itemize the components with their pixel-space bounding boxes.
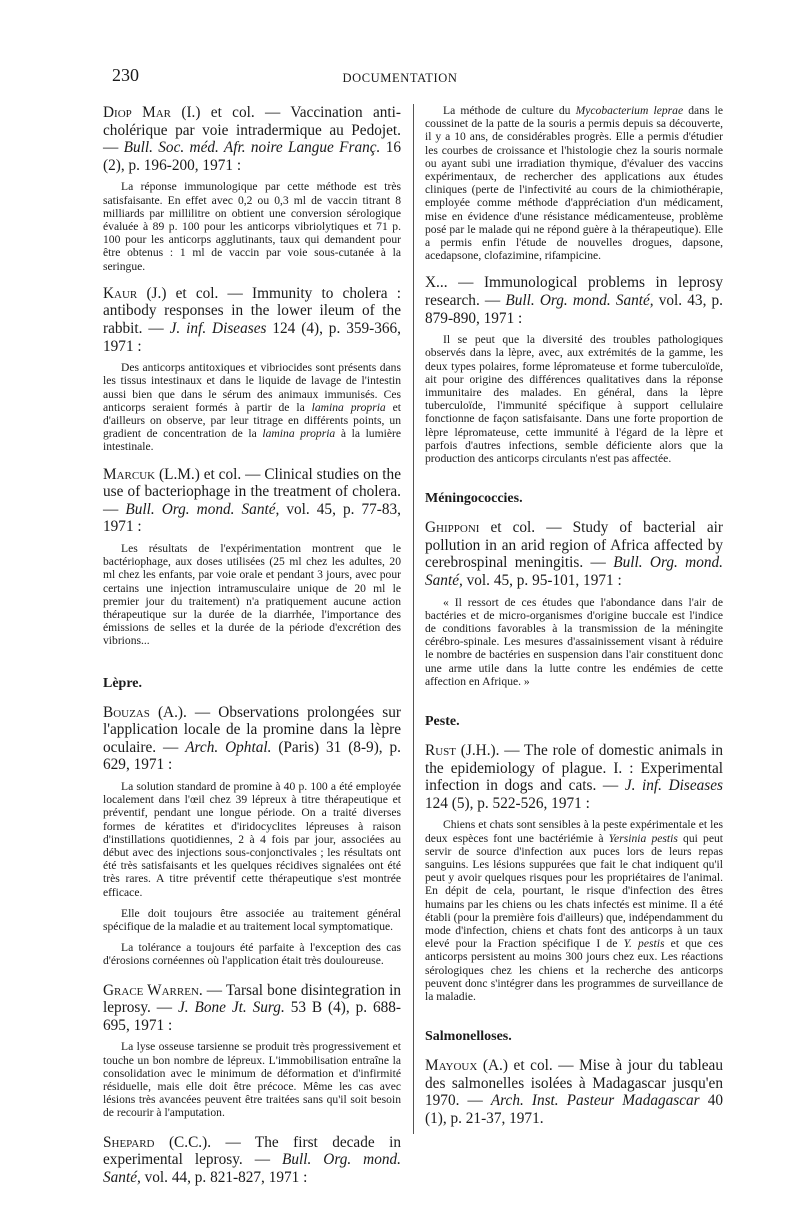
abstract: « Il ressort de ces études que l'abondance dans l'air de bactéries et de micro-organismes d'origine buccale est l'indice de conditions favorables à la transmission de la méningite cérébro-spinale. Les mesures d'assainissement visant à réduire le nombre de bactéries en suspension dans l'air constituent donc une arme utile dans la lutte contre les endémies de cette affection en Afrique. » [425,595,723,688]
citation-title: — Immunological problems in leprosy research. — [425,274,723,310]
citation [425,742,723,812]
abstract: La lyse osseuse tarsienne se produit très progressivement et touche un bon nombre de lépreux. L'immobilisation entraîne la consolidation avec le minimum de déformation et d'infirmité résiduelle, mais elle doit être précoce. Même les cas avec lésions très avancées peuvent être traitées sans qu'il soit besoin de recourir à l'amputation. [103,1040,401,1120]
abstract: La tolérance a toujours été parfaite à l'exception des cas d'érosions cornéennes où l'application était très douloureuse. [103,941,401,968]
citation-title: (L.M.) et col. — Clinical studies on the use of bacteriophage in the treatment of cholera. — [103,465,401,518]
entry-grace-warren [103,982,401,1120]
citation-title: (J.H.). — The role of domestic animals in the epidemiology of plague. I. : Experimental infection in dogs and cats. — [425,742,723,795]
abstract-text: Chiens et chats sont sensibles à la peste expérimentale et les deux espèces font une bactériémie à [425,818,723,845]
entry-marcuk [103,466,401,648]
citation [103,466,401,536]
citation-author: Grace Warren [103,981,199,999]
running-title: DOCUMENTATION [342,71,458,85]
citation [103,982,401,1035]
section-heading-lepre: Lèpre. [103,675,143,691]
abstract: La solution standard de promine à 40 p. 100 a été employée localement dans l'œil chez 39 lépreux à titre thérapeutique et préventif, pendant une longue période. On a traité diverses formes de kératites et d'iridocyclites lépreuses à raison d'instillations quotidiennes, 2 à 4 fois par jour, associées au début avec des injections sous-conjonctivales ; les résultats ont été très satisfaisants et les quelques récidives signalées ont été très rares. A titre préventif cette thérapeutique s'est montrée efficace. [103,779,401,899]
abstract-italic: Yersinia pestis [608,831,678,845]
abstract: Les résultats de l'expérimentation montrent que le bactériophage, aux doses utilisées (25 ml chez les adultes, 20 ml chez les enfants, par voie orale et pendant 3 jours, avec pour certains une injection intramusculaire unique de 20 ml le premier jour du traitement) n'a pratiquement aucune action thérapeutique sur la durée de la diarrhée, l'importance des émissions de selles et la durée de la période d'excrétion des vibrions... [103,541,401,648]
citation-title: (A.). — Observations prolongées sur l'application locale de la promine dans la lèpre oculaire. — [103,703,401,756]
abstract-text: et d'ailleurs on observe, par leur titrage en différents points, un gradient de concentration de la [103,400,402,441]
abstract-text: dans le coussinet de la patte de la souris a permis depuis sa découverte, il y a 10 ans, de considérables progrès. Elle a permis d'étudier les courbes de croissance et l'histologie chez la souris normale ou ayant subi une irradiation thymique, d'évaluer des vaccins expérimentaux, de rechercher des applications aux études cliniques (perte de l'infectivité au cours de la chimiothérapie, employée comme méthode d'appréciation d'un médicament, mise en évidence d'une résistance médicamenteuse, problème posé par le malade qui ne répond guère à la thérapeutique). Elle a permis enfin l'étude de nouvelles drogues, dapsone, acedapsone, clofazimine, rifampicine. [425,104,723,263]
entry-shepard-abstract-continued [425,104,723,262]
citation-title: (A.) et col. — Mise à jour du tableau des salmonelles isolées à Madagascar jusqu'en 1970. — [425,1057,723,1110]
left-column [103,104,401,1186]
citation [425,519,723,589]
citation-author: Marcuk [103,465,156,483]
citation-author: X... [425,274,448,292]
citation-title: . — Tarsal bone disintegration in leprosy. — [103,981,401,1017]
citation-ref: vol. 44, p. 821-827, 1971 : [140,1168,308,1186]
citation [103,1134,401,1187]
citation-author: Kaur [103,284,138,302]
page-number: 230 [112,65,139,85]
abstract-text: Des anticorps antitoxiques et vibriocides sont présents dans les tissus intestinaux et dans le liquide de lavage de l'intestin aussi bien que dans le sérum des animaux immunisés. Ces anticorps seraient formés à partir de la [103,361,401,414]
citation-journal: Bull. Org. mond. Santé, [103,1151,402,1186]
citation [103,285,401,355]
citation-journal: J. inf. Diseases [169,319,267,337]
entry-ghipponi [425,519,723,688]
entry-diop-mar [103,104,401,273]
citation-journal: Bull. Org. mond. Santé, [505,292,654,310]
citation-title: (I.) et col. — Vaccination anti-cholérique par voie intradermique au Pedojet. — [103,104,401,157]
abstract: Il se peut que la diversité des troubles pathologiques observés dans la lèpre, avec, aux extrémités de la gamme, les deux types polaires, forme lépromateuse et forme tuberculoïde, ait pour origine des différences qualitatives dans la réponse immunitaire des malades. En général, dans la lèpre tuberculoïde, l'immunité spécifique à support cellulaire fonctionne de façon satisfaisante. Dans une forte proportion de lèpre lépromateuse, cette immunité à l'égard de la lèpre et parfois d'autres infections, semble déficiente alors que la production des anticorps circulants n'est pas affectée. [425,333,723,466]
citation-title: (J.) et col. — Immunity to cholera : antibody responses in the lower ileum of the rabbit. — [103,284,401,337]
citation-ref: 53 B (4), p. 688-695, 1971 : [103,999,401,1034]
abstract: La réponse immunologique par cette méthode est très satisfaisante. En effet avec 0,2 ou 0,3 ml de vaccin titrant 8 milliards par millilitre on obtient une conversion sérologique évaluée à 89 p. 100 pour les anticorps vibriolytiques et 71 p. 100 pour les anticorps agglutinants, taux qui demandent pour être obtenus : 1 ml de vaccin par voie sous-cutanée à la seringue. [103,180,401,273]
right-column [425,104,723,1128]
citation-journal: Arch. Ophtal. [185,738,272,756]
citation [103,704,401,774]
entry-kaur [103,285,401,454]
citation-ref: vol. 43, p. 879-890, 1971 : [425,292,724,327]
citation-author: Mayoux [425,1057,478,1075]
abstract [425,104,723,262]
citation [425,1057,723,1127]
citation-author: Diop Mar [103,104,171,121]
citation-ref: 124 (4), p. 359-366, 1971 : [103,319,402,355]
citation-ref: vol. 45, p. 95-101, 1971 : [462,572,622,590]
citation-ref: 124 (5), p. 522-526, 1971 : [425,794,590,812]
citation-journal: Arch. Inst. Pasteur Madagascar [490,1092,700,1110]
entry-x [425,274,723,465]
entry-mayoux [425,1057,723,1127]
citation [425,274,723,327]
citation-title: (C.C.). — The first decade in experimental leprosy. — [103,1133,401,1169]
entry-bouzas [103,704,401,968]
section-heading-peste: Peste. [425,714,460,730]
entry-rust [425,742,723,1003]
citation-ref: (Paris) 31 (8-9), p. 629, 1971 : [103,738,401,774]
page-header [0,65,800,95]
abstract-text: qui peut servir de source d'infection aux puces lors de leurs repas sanguins. Les lésions suppurées que fait le chat indiquent qu'il peut y avoir quelques risques pour les propriétaires de l'animal. En dépit de cela, pourtant, le risque d'infection des êtres humains par les chiens ou les chats infectés est minime. Il a été établi (pour la première fois d'ailleurs) que, indépendamment du mode d'infection, chiens et chats font des anticorps à un taux elevé pour la Fraction spécifique I de [425,831,723,951]
abstract-italic: Y. pestis [623,937,665,951]
citation-author: Rust [425,742,456,760]
abstract-text: et que ces anticorps persistent au moins 300 jours chez eux. Les réactions sérologiques chez les chiens et la recherche des anticorps peuvent donc s'intégrer dans les programmes de surveillance de la maladie. [425,937,724,1004]
citation-journal: Bull. Org. mond. Santé, [425,554,723,590]
citation-ref: vol. 45, p. 77-83, 1971 : [103,500,401,536]
column-divider [413,104,414,1134]
abstract [103,361,401,453]
citation-author: Shepard [103,1133,155,1151]
citation-journal: J. inf. Diseases [624,777,723,795]
citation-author: Bouzas [103,703,150,721]
abstract-italic: lamina propria [262,427,336,441]
citation-title: et col. — Study of bacterial air pollution in an arid region of Africa affected by cerebrospinal meningitis. — [425,519,723,572]
citation-journal: J. Bone Jt. Surg. [177,999,285,1017]
section-heading-meningococcies: Méningococcies. [425,491,523,507]
abstract-text: La méthode de culture du [443,104,576,117]
citation-ref: 40 (1), p. 21-37, 1971. [425,1092,723,1128]
citation-ref: 16 (2), p. 196-200, 1971 : [103,139,402,174]
citation-journal: Bull. Soc. méd. Afr. noire Langue Franç. [123,139,381,157]
abstract-italic: Mycobacterium leprae [575,104,684,117]
citation [103,104,401,174]
abstract: Elle doit toujours être associée au traitement général spécifique de la maladie et au traitement local symptomatique. [103,906,401,933]
citation-journal: Bull. Org. mond. Santé, [125,500,280,518]
abstract-italic: lamina propria [311,400,386,414]
section-heading-salmonelloses: Salmonelloses. [425,1029,512,1045]
citation-author: Ghipponi [425,519,480,537]
abstract [425,818,723,1003]
entry-shepard [103,1134,401,1187]
abstract-text: à la lumière intestinale. [103,427,401,454]
